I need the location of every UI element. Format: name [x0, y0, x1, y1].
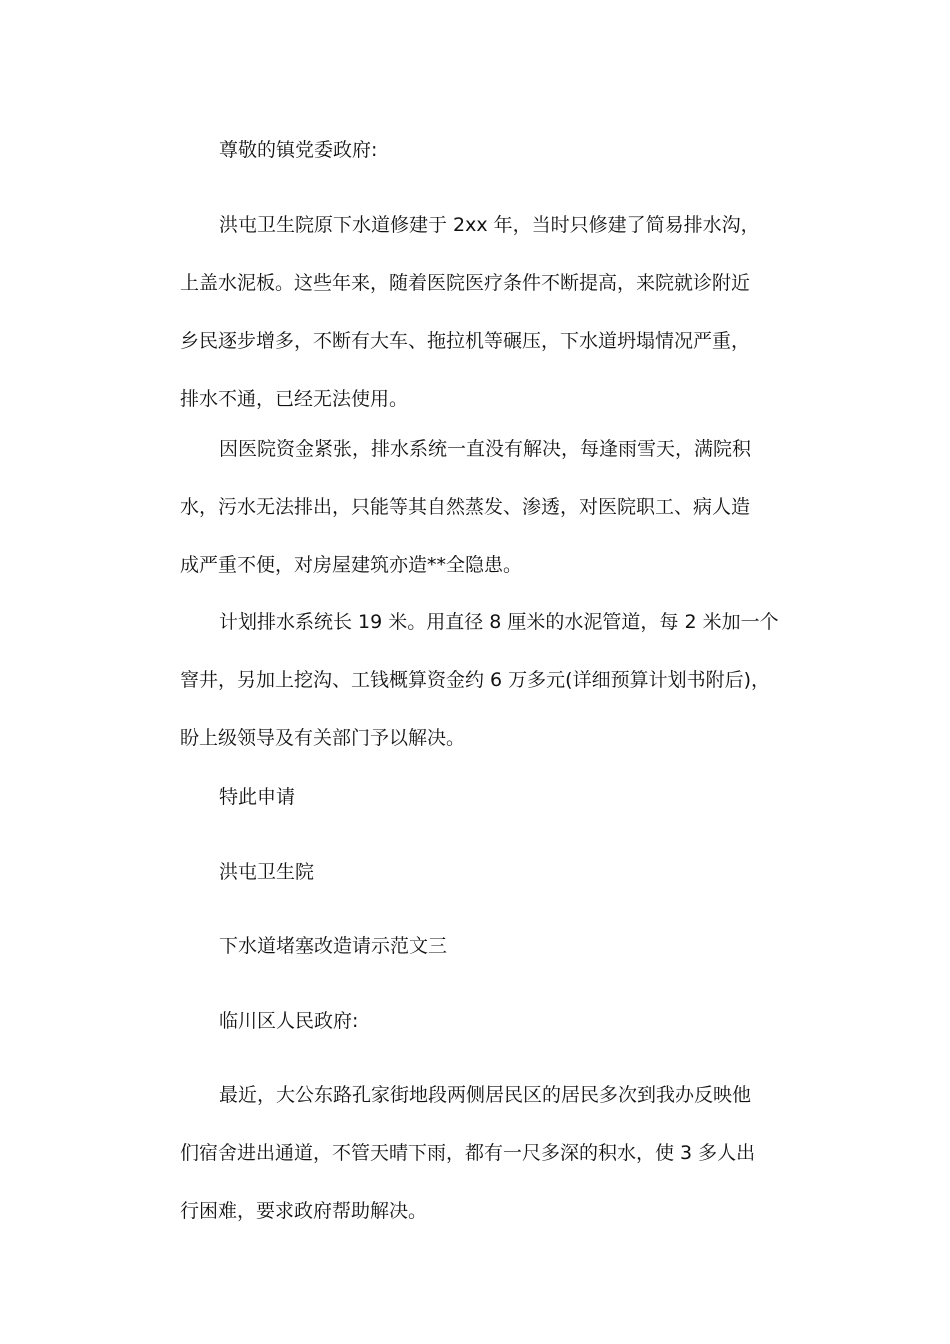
paragraph-4-line: 行困难，要求政府帮助解决。	[180, 1200, 428, 1222]
paragraph-1-line: 排水不通，已经无法使用。	[180, 388, 409, 410]
paragraph-1-line: 洪屯卫生院原下水道修建于 2xx 年，当时只修建了简易排水沟，	[219, 214, 760, 236]
paragraph-1	[180, 196, 780, 428]
paragraph-4-line: 们宿舍进出通道，不管天晴下雨，都有一尺多深的积水，使 3 多人出	[180, 1142, 756, 1164]
paragraph-3-line: 盼上级领导及有关部门予以解决。	[180, 727, 466, 749]
paragraph-1-line: 上盖水泥板。这些年来，随着医院医疗条件不断提高，来院就诊附近	[180, 272, 751, 294]
paragraph-2-line: 水，污水无法排出，只能等其自然蒸发、渗透，对医院职工、病人造	[180, 496, 751, 518]
paragraph-1-line: 乡民逐步增多，不断有大车、拖拉机等碾压，下水道坍塌情况严重，	[180, 330, 751, 352]
paragraph-4	[180, 1066, 780, 1240]
paragraph-2-line: 因医院资金紧张，排水系统一直没有解决，每逢雨雪天，满院积	[219, 438, 752, 460]
section-heading: 下水道堵塞改造请示范文三	[219, 935, 448, 957]
paragraph-3-line: 窨井，另加上挖沟、工钱概算资金约 6 万多元(详细预算计划书附后)，	[180, 669, 770, 691]
salutation-2: 临川区人民政府:	[219, 1010, 359, 1032]
signature: 洪屯卫生院	[219, 861, 315, 883]
paragraph-4-line: 最近，大公东路孔家街地段两侧居民区的居民多次到我办反映他	[219, 1084, 752, 1106]
paragraph-2-line: 成严重不便，对房屋建筑亦造**全隐患。	[180, 554, 523, 576]
closing-text: 特此申请	[219, 786, 296, 808]
salutation-1: 尊敬的镇党委政府:	[219, 139, 378, 161]
paragraph-3	[180, 593, 780, 767]
paragraph-3-line: 计划排水系统长 19 米。用直径 8 厘米的水泥管道，每 2 米加一个	[219, 611, 779, 633]
paragraph-2	[180, 420, 780, 594]
